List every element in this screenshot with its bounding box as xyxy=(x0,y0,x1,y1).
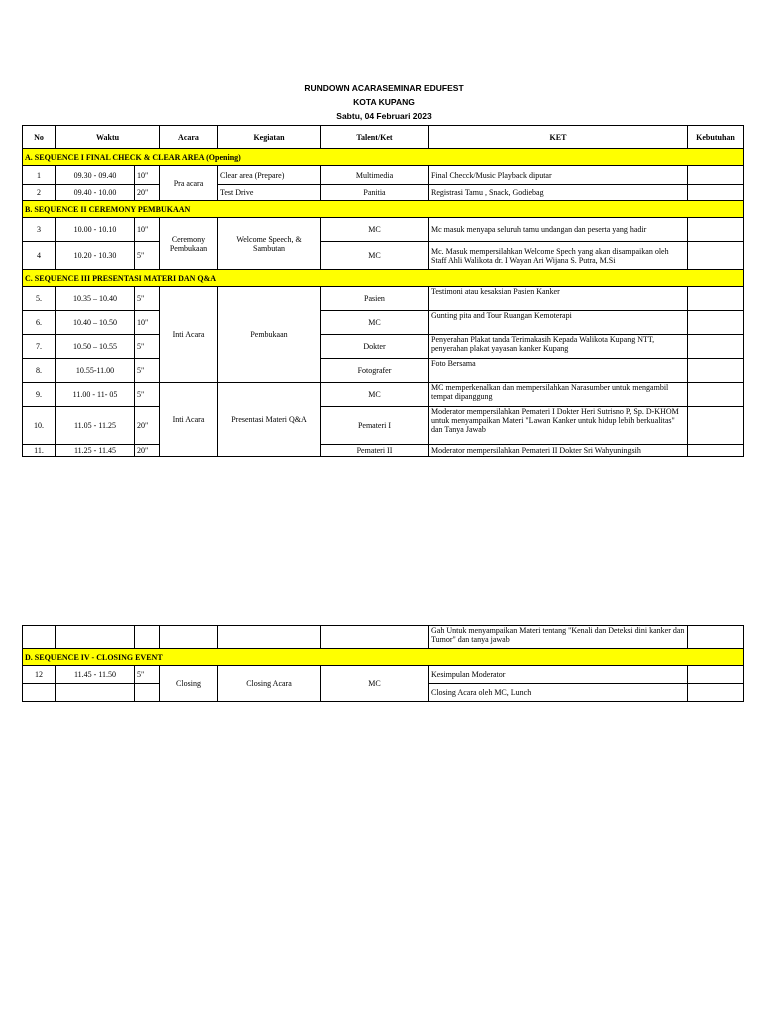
row-no: 10. xyxy=(23,407,56,445)
row-duration: 5" xyxy=(135,666,160,684)
row-time: 09.30 - 09.40 xyxy=(56,166,135,185)
table-row xyxy=(23,185,744,201)
document-title: RUNDOWN ACARASEMINAR EDUFEST xyxy=(304,83,464,93)
section-row xyxy=(23,149,744,166)
table-row xyxy=(23,287,744,311)
row-no: 8. xyxy=(23,359,56,383)
row-acara: Ceremony Pembukaan xyxy=(160,218,218,270)
row-ket: MC memperkenalkan dan mempersilahkan Narasumber untuk mengambil tempat dipanggung xyxy=(429,383,688,407)
table-row xyxy=(23,383,744,407)
row-kegiatan: Test Drive xyxy=(218,185,321,201)
row-ket: Testimoni atau kesaksian Pasien Kanker xyxy=(429,287,688,311)
rundown-table-continued xyxy=(22,625,744,702)
table-row xyxy=(23,359,744,383)
row-kebutuhan xyxy=(688,311,744,335)
row-no: 3 xyxy=(23,218,56,242)
row-talent: MC xyxy=(321,242,429,270)
row-time: 11.05 - 11.25 xyxy=(56,407,135,445)
row-talent: MC xyxy=(321,383,429,407)
row-time: 10.00 - 10.10 xyxy=(56,218,135,242)
row-kebutuhan xyxy=(688,287,744,311)
row-duration: 10" xyxy=(135,166,160,185)
table-row xyxy=(23,218,744,242)
rundown-table xyxy=(22,125,744,457)
row-talent: Multimedia xyxy=(321,166,429,185)
row-ket: Penyerahan Plakat tanda Terimakasih Kepada Walikota Kupang NTT, penyerahan plakat yayasan kanker Kupang xyxy=(429,335,688,359)
row-no: 4 xyxy=(23,242,56,270)
row-talent: Panitia xyxy=(321,185,429,201)
col-header-kebutuhan: Kebutuhan xyxy=(688,126,744,149)
row-ket: Kesimpulan Moderator xyxy=(429,666,688,684)
row-no: 2 xyxy=(23,185,56,201)
table-row xyxy=(23,407,744,445)
row-acara: Inti Acara xyxy=(160,383,218,457)
table-row-continuation xyxy=(23,626,744,649)
row-duration: 20" xyxy=(135,407,160,445)
row-time: 10.55-11.00 xyxy=(56,359,135,383)
col-header-ket: KET xyxy=(429,126,688,149)
row-acara: Inti Acara xyxy=(160,287,218,383)
row-time: 11.45 - 11.50 xyxy=(56,666,135,684)
table-row xyxy=(23,666,744,684)
row-talent: Pemateri I xyxy=(321,407,429,445)
row-duration: 5" xyxy=(135,335,160,359)
section-title: C. SEQUENCE III PRESENTASI MATERI DAN Q&A xyxy=(23,270,744,287)
document-subtitle-city: KOTA KUPANG xyxy=(353,97,415,107)
row-no: 11. xyxy=(23,445,56,457)
row-duration: 20" xyxy=(135,445,160,457)
table-row xyxy=(23,445,744,457)
row-talent: Pemateri II xyxy=(321,445,429,457)
row-talent: Pasien xyxy=(321,287,429,311)
row-ket: Gunting pita and Tour Ruangan Kemoterapi xyxy=(429,311,688,335)
row-kegiatan: Clear area (Prepare) xyxy=(218,166,321,185)
row-no: 5. xyxy=(23,287,56,311)
row-ket: Moderator mempersilahkan Pemateri I Dokter Heri Sutrisno P, Sp. D-KHOM untuk menyampaikan Materi "Lawan Kanker untuk hidup lebih berkualitas" dan Tanya Jawab xyxy=(429,407,688,445)
table-row xyxy=(23,166,744,185)
row-time: 10.50 – 10.55 xyxy=(56,335,135,359)
section-title: A. SEQUENCE I FINAL CHECK & CLEAR AREA (Opening) xyxy=(23,149,744,166)
col-header-kegiatan: Kegiatan xyxy=(218,126,321,149)
table-row xyxy=(23,335,744,359)
row-kebutuhan xyxy=(688,666,744,684)
row-time: 11.00 - 11- 05 xyxy=(56,383,135,407)
row-time: 10.20 - 10.30 xyxy=(56,242,135,270)
row-kegiatan: Presentasi Materi Q&A xyxy=(218,383,321,457)
row-acara: Closing xyxy=(160,666,218,702)
row-kebutuhan xyxy=(688,383,744,407)
row-acara: Pra acara xyxy=(160,166,218,201)
section-row xyxy=(23,270,744,287)
row-time: 09.40 - 10.00 xyxy=(56,185,135,201)
row-ket: Registrasi Tamu , Snack, Godiebag xyxy=(429,185,688,201)
row-no: 7. xyxy=(23,335,56,359)
row-ket: Foto Bersama xyxy=(429,359,688,383)
row-kebutuhan xyxy=(688,359,744,383)
row-no: 12 xyxy=(23,666,56,684)
row-talent: MC xyxy=(321,311,429,335)
row-ket: Mc. Masuk mempersilahkan Welcome Spech yang akan disampaikan oleh Staff Ahli Walikota dr. I Wayan Ari Wijana S. Putra, M.Si xyxy=(429,242,688,270)
document-date: Sabtu, 04 Februari 2023 xyxy=(336,111,432,121)
section-row xyxy=(23,649,744,666)
row-duration: 5" xyxy=(135,359,160,383)
row-duration: 10" xyxy=(135,311,160,335)
row-kegiatan: Closing Acara xyxy=(218,666,321,702)
row-no: 6. xyxy=(23,311,56,335)
row-ket: Closing Acara oleh MC, Lunch xyxy=(429,684,688,702)
row-talent: Fotografer xyxy=(321,359,429,383)
row-ket: Gah Untuk menyampaikan Materi tentang "Kenali dan Deteksi dini kanker dan Tumor" dan tanya jawab xyxy=(429,626,688,649)
row-kebutuhan xyxy=(688,407,744,445)
row-kebutuhan xyxy=(688,684,744,702)
row-time: 10.40 – 10.50 xyxy=(56,311,135,335)
row-kebutuhan xyxy=(688,445,744,457)
row-kegiatan: Welcome Speech, & Sambutan xyxy=(218,218,321,270)
row-kebutuhan xyxy=(688,218,744,242)
row-ket: Final Checck/Music Playback diputar xyxy=(429,166,688,185)
row-talent: MC xyxy=(321,218,429,242)
row-duration: 20" xyxy=(135,185,160,201)
table-row xyxy=(23,311,744,335)
table-row xyxy=(23,242,744,270)
row-kebutuhan xyxy=(688,185,744,201)
row-duration: 5" xyxy=(135,287,160,311)
col-header-no: No xyxy=(23,126,56,149)
row-duration: 5" xyxy=(135,383,160,407)
row-time: 10.35 – 10.40 xyxy=(56,287,135,311)
row-kegiatan: Pembukaan xyxy=(218,287,321,383)
col-header-talent: Talent/Ket xyxy=(321,126,429,149)
table-header-row xyxy=(23,126,744,149)
row-talent: MC xyxy=(321,666,429,702)
section-row xyxy=(23,201,744,218)
section-title: D. SEQUENCE IV - CLOSING EVENT xyxy=(23,649,744,666)
row-ket: Moderator mempersilahkan Pemateri II Dokter Sri Wahyuningsih xyxy=(429,445,688,457)
row-time: 11.25 - 11.45 xyxy=(56,445,135,457)
section-title: B. SEQUENCE II CEREMONY PEMBUKAAN xyxy=(23,201,744,218)
row-no: 9. xyxy=(23,383,56,407)
row-kebutuhan xyxy=(688,335,744,359)
col-header-acara: Acara xyxy=(160,126,218,149)
row-kebutuhan xyxy=(688,242,744,270)
row-kebutuhan xyxy=(688,166,744,185)
row-no: 1 xyxy=(23,166,56,185)
row-duration: 10" xyxy=(135,218,160,242)
row-ket: Mc masuk menyapa seluruh tamu undangan dan peserta yang hadir xyxy=(429,218,688,242)
row-duration: 5" xyxy=(135,242,160,270)
col-header-waktu: Waktu xyxy=(56,126,160,149)
row-talent: Dokter xyxy=(321,335,429,359)
